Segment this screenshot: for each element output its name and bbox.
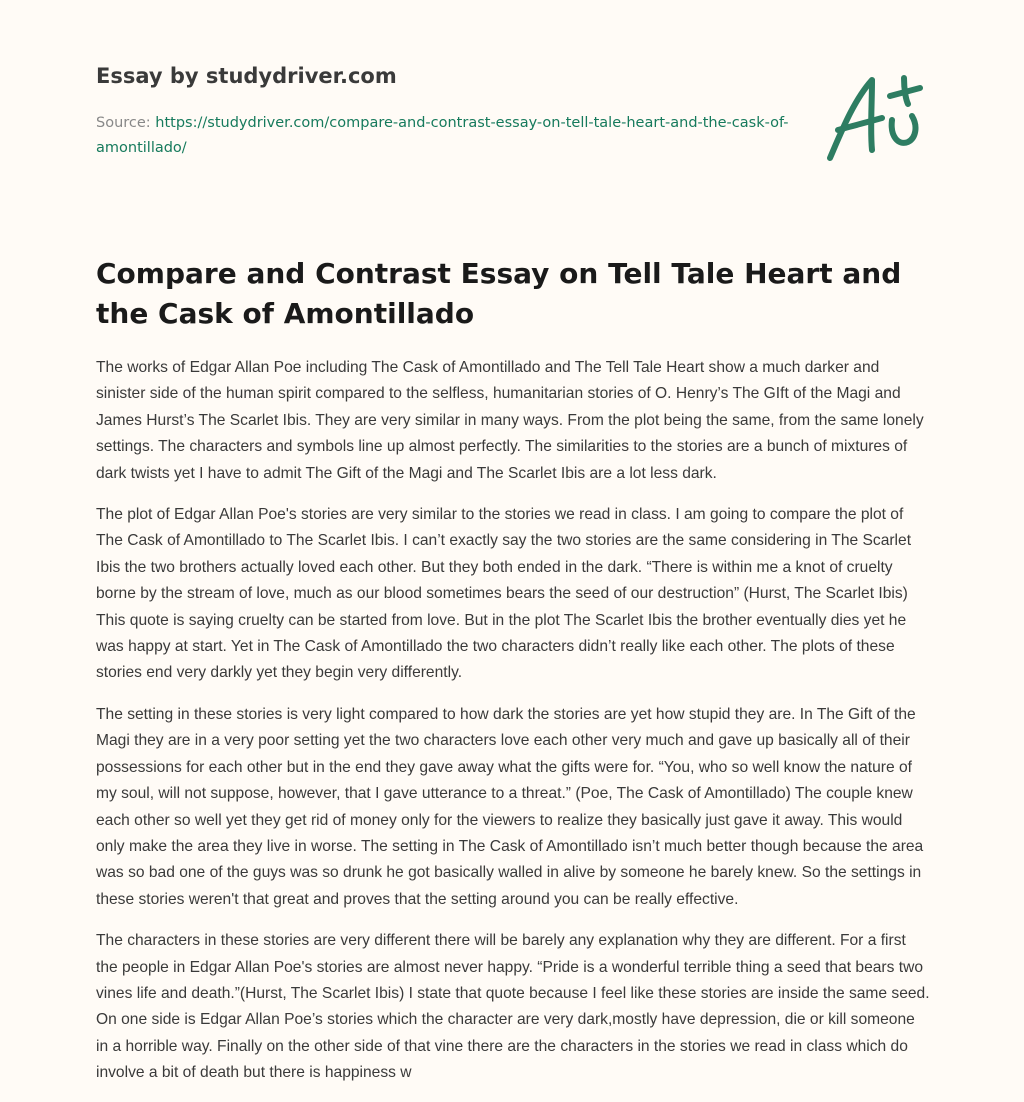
paragraph: The setting in these stories is very light compared to how dark the stories are yet how stupid they are. In The Gift of the Magi they are in a very poor setting yet the two characters love each other very much and gave up basically all of their possessions for each other but in the end they gave away what the gifts were for. “You, who so well know the nature of my soul, will not suppose, however, that I gave utterance to a threat.” (Poe, The Cask of Amontillado) The couple knew each other so well yet they get rid of money only for the viewers to realize they basically just gave it away. This would only make the area they live in worse. The setting in The Cask of Amontillado isn’t much better though because the area was so bad one of the guys was so drunk he got basically walled in alive by someone he barely knew. So the settings in these stories weren't that great and proves that the setting around you can be really effective. — [96, 705, 924, 908]
a-plus-logo-icon — [820, 70, 930, 169]
brand-title: Essay by studydriver.com — [96, 64, 397, 88]
source-link[interactable]: https://studydriver.com/compare-and-contrast-essay-on-tell-tale-heart-and-the-cask-of-amontillado/ — [96, 115, 789, 156]
paragraph: The works of Edgar Allan Poe including The Cask of Amontillado and The Tell Tale Heart show a much darker and sinister side of the human spirit compared to the selfless, humanitarian stories of O. Henry’s The GIft of the Magi and James Hurst’s The Scarlet Ibis. They are very similar in many ways. From the plot being the same, from the same lonely settings. The characters and symbols line up almost perfectly. The similarities to the stories are a bunch of mixtures of dark twists yet I have to admit The Gift of the Magi and The Scarlet Ibis are a lot less dark. — [96, 359, 924, 482]
source-label: Source: — [96, 115, 156, 131]
paragraph: The plot of Edgar Allan Poe's stories are very similar to the stories we read in class. I am going to compare the plot of The Cask of Amontillado to The Scarlet Ibis. I can’t exactly say the two stories are the same considering in The Scarlet Ibis the two brothers actually loved each other. But they both ended in the dark. “There is within me a knot of cruelty borne by the stream of love, much as our blood sometimes bears the seed of our destruction” (Hurst, The Scarlet Ibis) This quote is saying cruelty can be started from love. But in the plot The Scarlet Ibis the brother eventually dies yet he was happy at start. Yet in The Cask of Amontillado the two characters didn’t really like each other. The plots of these stories end very darkly yet they begin very differently. — [96, 506, 912, 682]
essay-body — [96, 355, 930, 1102]
page-title: Compare and Contrast Essay on Tell Tale Heart and the Cask of Amontillado — [96, 257, 902, 330]
paragraph: The characters in these stories are very different there will be barely any explanation why they are different. For a first the people in Edgar Allan Poe's stories are almost never happy. “Pride is a wonderful terrible thing a seed that bears two vines life and death.”(Hurst, The Scarlet Ibis) I state that quote because I feel like these stories are inside the same seed. On one side is Edgar Allan Poe’s stories which the character are very dark,mostly have depression, die or kill someone in a horrible way. Finally on the other side of that vine there are the characters in the stories we read in class which do involve a bit of death but there is happiness w — [96, 932, 930, 1082]
source-line — [96, 111, 796, 161]
